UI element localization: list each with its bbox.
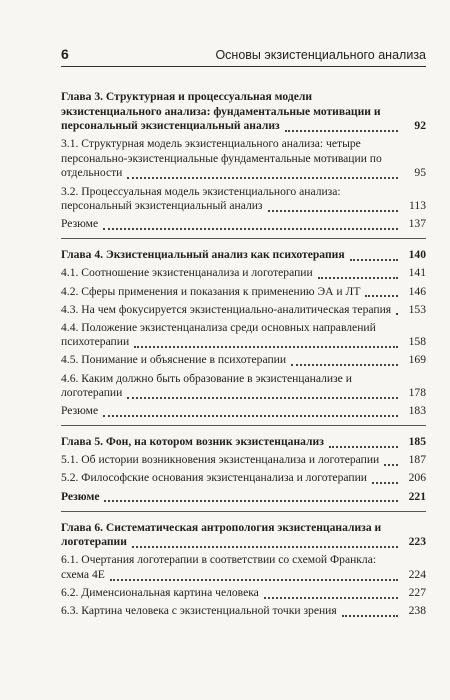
dot-leader	[365, 295, 398, 297]
toc-entry-title: 3.2. Процессуальная модель экзистенциального анализа: персональный экзистенциальный анализ	[61, 184, 341, 213]
toc-entry-page: 227	[408, 586, 426, 600]
toc-entry-page: 178	[408, 386, 426, 400]
toc-entry-title: 4.6. Каким должно быть образование в экзистенцанализе и логотерапии	[61, 371, 352, 400]
toc-chapter-heading	[61, 435, 426, 450]
toc-entry-page: 221	[408, 489, 426, 503]
toc-entry-page: 140	[408, 248, 426, 262]
toc-entry-page: 223	[408, 535, 426, 549]
toc-entry-page: 158	[408, 335, 426, 349]
toc-entry-page: 185	[408, 435, 426, 449]
toc-chapter-heading	[61, 248, 426, 263]
toc-entry	[61, 185, 426, 214]
toc-entry	[61, 353, 426, 368]
toc-entry	[61, 137, 426, 181]
toc-entry-title: 6.2. Дименсиональная картина человека	[61, 586, 259, 600]
toc-entry	[61, 372, 426, 401]
table-of-contents	[61, 90, 426, 634]
toc-entry-title: 6.1. Очертания логотерапии в соответствии со схемой Франкла: схема 4Е	[61, 553, 377, 581]
toc-entry-title: 4.2. Сферы применения и показания к применению ЭА и ЛТ	[61, 284, 361, 298]
toc-entry-title: Резюме	[61, 217, 99, 231]
toc-entry	[61, 266, 426, 281]
dot-leader	[285, 130, 398, 132]
toc-entry-title: 3.1. Структурная модель экзистенциального анализа: четыре персонально-экзистенциальные фундаментальные мотивации по отдельности	[61, 137, 382, 180]
toc-entry-page: 92	[414, 119, 426, 133]
dot-leader	[291, 364, 398, 366]
running-title: Основы экзистенциального анализа	[215, 48, 426, 62]
toc-entry	[61, 321, 426, 350]
dot-leader	[372, 482, 398, 484]
toc-entry-title: Глава 5. Фон, на котором возник экзистенцанализ	[61, 435, 324, 449]
toc-entry-page: 137	[408, 217, 426, 231]
dot-leader	[396, 313, 398, 315]
toc-entry	[61, 285, 426, 300]
page-number: 6	[61, 46, 69, 62]
toc-entry	[61, 471, 426, 486]
toc-entry-title: 4.3. На чем фокусируется экзистенциально-аналитическая терапия	[61, 302, 392, 316]
toc-entry-title: 6.3. Картина человека с экзистенциальной точки зрения	[61, 604, 337, 618]
toc-entry-page: 141	[408, 266, 426, 280]
dot-leader	[127, 397, 398, 399]
toc-entry	[61, 490, 426, 505]
dot-leader	[384, 464, 398, 466]
toc-chapter-section	[61, 248, 426, 426]
toc-entry	[61, 553, 426, 582]
dot-leader	[318, 277, 398, 279]
toc-entry-title: Глава 6. Систематическая антропология экзистенцанализа и логотерапии	[61, 520, 382, 549]
toc-entry-title: Глава 3. Структурная и процессуальная модели экзистенциального анализа: фундаментальные мотивации и персональный экзистенциальный анализ	[61, 90, 381, 133]
toc-entry-page: 183	[408, 404, 426, 418]
dot-leader	[110, 579, 398, 581]
dot-leader	[268, 210, 398, 212]
dot-leader	[103, 415, 398, 417]
toc-entry-title: Резюме	[61, 489, 100, 503]
toc-entry	[61, 604, 426, 619]
toc-chapter-heading	[61, 521, 426, 550]
toc-chapter-section	[61, 435, 426, 511]
toc-entry	[61, 303, 426, 318]
dot-leader	[264, 597, 398, 599]
toc-entry-page: 95	[414, 166, 426, 180]
toc-entry-title: Резюме	[61, 404, 99, 418]
dot-leader	[127, 177, 398, 179]
dot-leader	[104, 500, 398, 502]
toc-chapter-section	[61, 521, 426, 626]
toc-entry-title: Глава 4. Экзистенциальный анализ как психотерапия	[61, 248, 345, 262]
running-header	[61, 44, 426, 67]
toc-entry-page: 206	[408, 471, 426, 485]
toc-chapter-section	[61, 90, 426, 239]
dot-leader	[350, 259, 398, 261]
toc-entry-title: 5.2. Философские основания экзистенцанализа и логотерапии	[61, 471, 367, 485]
dot-leader	[103, 228, 398, 230]
toc-entry-title: 4.4. Положение экзистенцанализа среди основных направлений психотерапии	[61, 320, 376, 349]
dot-leader	[134, 346, 398, 348]
toc-entry-page: 169	[408, 353, 426, 367]
toc-entry-page: 153	[408, 302, 426, 316]
dot-leader	[132, 546, 398, 548]
toc-chapter-heading	[61, 90, 426, 134]
dot-leader	[342, 615, 398, 617]
toc-entry-title: 5.1. Об истории возникновения экзистенцанализа и логотерапии	[61, 453, 380, 467]
toc-entry-page: 113	[409, 199, 426, 213]
toc-entry-page: 146	[408, 284, 426, 298]
toc-entry	[61, 453, 426, 468]
toc-entry-title: 4.5. Понимание и объяснение в психотерапии	[61, 353, 287, 367]
toc-entry-page: 224	[408, 567, 426, 581]
toc-entry	[61, 404, 426, 419]
toc-entry-page: 238	[408, 604, 426, 618]
toc-entry-title: 4.1. Соотношение экзистенцанализа и логотерапии	[61, 266, 313, 280]
toc-entry-page: 187	[408, 453, 426, 467]
toc-entry	[61, 217, 426, 232]
dot-leader	[329, 446, 398, 448]
toc-entry	[61, 586, 426, 601]
